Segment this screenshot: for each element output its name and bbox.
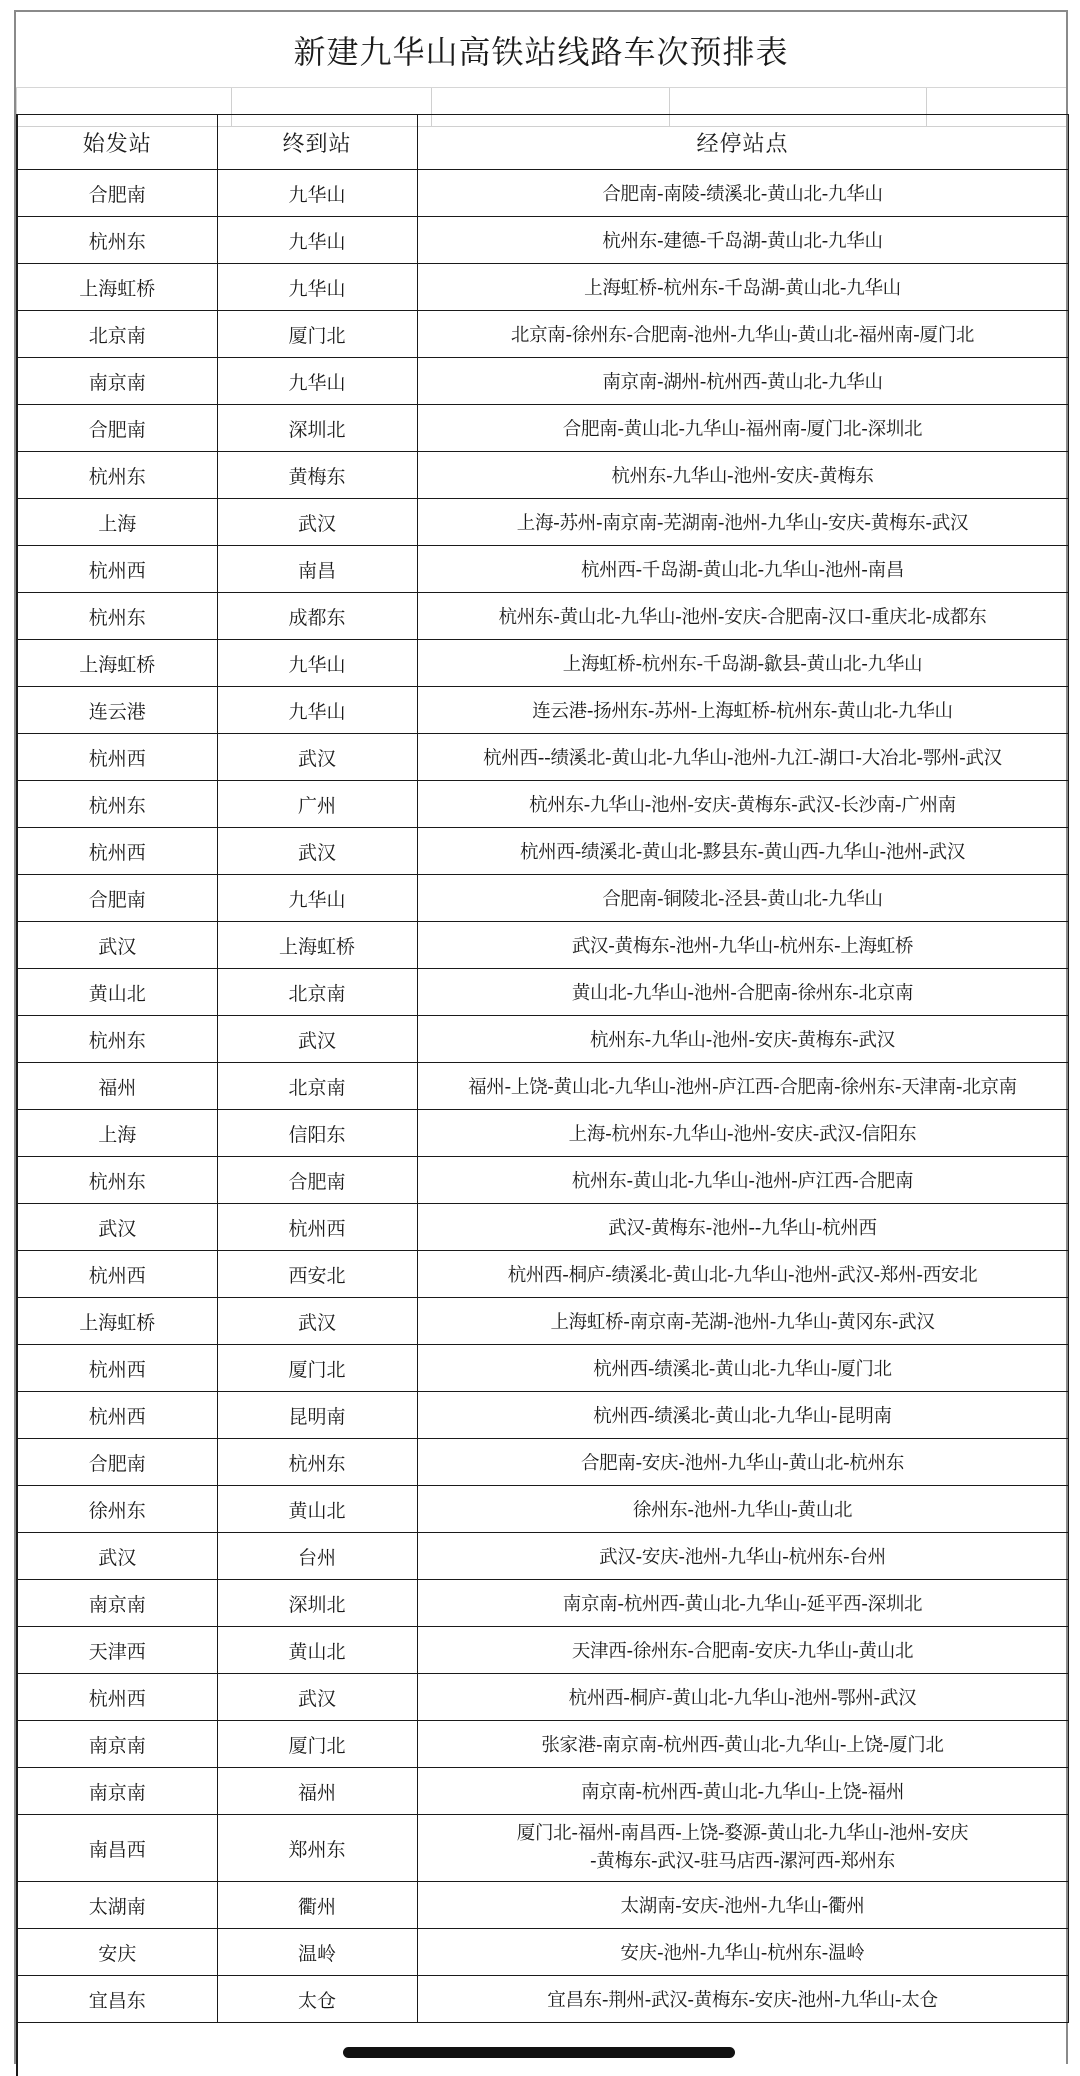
destination-station-cell: 武汉 — [217, 828, 417, 875]
table-row — [18, 1976, 1068, 2023]
via-stations-cell: 徐州东-池州-九华山-黄山北 — [417, 1486, 1068, 1533]
via-stations-cell: 南京南-杭州西-黄山北-九华山-延平西-深圳北 — [417, 1580, 1068, 1627]
origin-station-cell: 合肥南 — [18, 405, 217, 452]
table-row — [18, 640, 1068, 687]
table-row — [18, 452, 1068, 499]
table-row — [18, 1882, 1068, 1929]
origin-station-cell: 武汉 — [18, 922, 217, 969]
table-row — [18, 1439, 1068, 1486]
column-header-via: 经停站点 — [417, 115, 1068, 170]
via-stations-cell: 杭州西-桐庐-黄山北-九华山-池州-鄂州-武汉 — [417, 1674, 1068, 1721]
origin-station-cell: 合肥南 — [18, 875, 217, 922]
origin-station-cell: 杭州西 — [18, 546, 217, 593]
via-stations-cell: 安庆-池州-九华山-杭州东-温岭 — [417, 1929, 1068, 1976]
destination-station-cell: 合肥南 — [217, 1157, 417, 1204]
table-row — [18, 1251, 1068, 1298]
via-stations-cell: 杭州西-绩溪北-黄山北-九华山-厦门北 — [417, 1345, 1068, 1392]
origin-station-cell: 连云港 — [18, 687, 217, 734]
origin-station-cell: 南京南 — [18, 1768, 217, 1815]
table-row — [18, 1815, 1068, 1882]
destination-station-cell: 武汉 — [217, 1298, 417, 1345]
table-row — [18, 1674, 1068, 1721]
via-stations-cell: 合肥南-南陵-绩溪北-黄山北-九华山 — [417, 170, 1068, 217]
table-row — [18, 922, 1068, 969]
table-row — [18, 1016, 1068, 1063]
destination-station-cell: 太仓 — [217, 1976, 417, 2023]
destination-station-cell: 九华山 — [217, 640, 417, 687]
table-row — [18, 1298, 1068, 1345]
via-stations-cell — [417, 1815, 1068, 1882]
via-stations-cell: 杭州西-桐庐-绩溪北-黄山北-九华山-池州-武汉-郑州-西安北 — [417, 1251, 1068, 1298]
via-stations-cell: 杭州东-九华山-池州-安庆-黄梅东-武汉 — [417, 1016, 1068, 1063]
via-stations-cell: 杭州东-黄山北-九华山-池州-安庆-合肥南-汉口-重庆北-成都东 — [417, 593, 1068, 640]
table-row — [18, 1627, 1068, 1674]
column-header-origin: 始发站 — [18, 115, 217, 170]
destination-station-cell: 武汉 — [217, 734, 417, 781]
table-row — [18, 311, 1068, 358]
table-row — [18, 781, 1068, 828]
origin-station-cell: 南昌西 — [18, 1815, 217, 1882]
origin-station-cell: 武汉 — [18, 1533, 217, 1580]
destination-station-cell: 成都东 — [217, 593, 417, 640]
via-stations-cell: 杭州东-建德-千岛湖-黄山北-九华山 — [417, 217, 1068, 264]
via-stations-cell: 杭州东-黄山北-九华山-池州-庐江西-合肥南 — [417, 1157, 1068, 1204]
origin-station-cell: 杭州东 — [18, 593, 217, 640]
via-stations-line: -黄梅东-武汉-驻马店西-漯河西-郑州东 — [590, 1851, 895, 1872]
origin-station-cell: 合肥南 — [18, 1439, 217, 1486]
origin-station-cell: 杭州西 — [18, 734, 217, 781]
via-stations-cell: 福州-上饶-黄山北-九华山-池州-庐江西-合肥南-徐州东-天津南-北京南 — [417, 1063, 1068, 1110]
destination-station-cell: 深圳北 — [217, 405, 417, 452]
origin-station-cell: 福州 — [18, 1063, 217, 1110]
via-stations-cell: 黄山北-九华山-池州-合肥南-徐州东-北京南 — [417, 969, 1068, 1016]
via-stations-cell: 上海虹桥-杭州东-千岛湖-黄山北-九华山 — [417, 264, 1068, 311]
table-row — [18, 1063, 1068, 1110]
table-row — [18, 264, 1068, 311]
destination-station-cell: 九华山 — [217, 217, 417, 264]
destination-station-cell: 福州 — [217, 1768, 417, 1815]
table-row — [18, 1157, 1068, 1204]
origin-station-cell: 上海 — [18, 499, 217, 546]
via-stations-cell: 合肥南-安庆-池州-九华山-黄山北-杭州东 — [417, 1439, 1068, 1486]
via-stations-cell: 太湖南-安庆-池州-九华山-衢州 — [417, 1882, 1068, 1929]
via-stations-cell: 天津西-徐州东-合肥南-安庆-九华山-黄山北 — [417, 1627, 1068, 1674]
via-stations-cell: 宜昌东-荆州-武汉-黄梅东-安庆-池州-九华山-太仓 — [417, 1976, 1068, 2023]
destination-station-cell: 九华山 — [217, 170, 417, 217]
via-stations-cell: 武汉-黄梅东-池州-九华山-杭州东-上海虹桥 — [417, 922, 1068, 969]
destination-station-cell: 郑州东 — [217, 1815, 417, 1882]
destination-station-cell: 黄山北 — [217, 1486, 417, 1533]
destination-station-cell: 厦门北 — [217, 1721, 417, 1768]
destination-station-cell: 武汉 — [217, 1016, 417, 1063]
via-stations-cell: 杭州东-九华山-池州-安庆-黄梅东-武汉-长沙南-广州南 — [417, 781, 1068, 828]
via-stations-cell: 杭州西-千岛湖-黄山北-九华山-池州-南昌 — [417, 546, 1068, 593]
origin-station-cell: 宜昌东 — [18, 1976, 217, 2023]
via-stations-cell: 合肥南-铜陵北-泾县-黄山北-九华山 — [417, 875, 1068, 922]
table-row — [18, 593, 1068, 640]
via-stations-cell: 上海虹桥-杭州东-千岛湖-歙县-黄山北-九华山 — [417, 640, 1068, 687]
destination-station-cell: 黄梅东 — [217, 452, 417, 499]
origin-station-cell: 上海虹桥 — [18, 640, 217, 687]
destination-station-cell: 九华山 — [217, 358, 417, 405]
origin-station-cell: 杭州西 — [18, 1392, 217, 1439]
table-row — [18, 546, 1068, 593]
table-row — [18, 1580, 1068, 1627]
via-stations-cell: 合肥南-黄山北-九华山-福州南-厦门北-深圳北 — [417, 405, 1068, 452]
via-stations-cell: 武汉-黄梅东-池州--九华山-杭州西 — [417, 1204, 1068, 1251]
origin-station-cell: 南京南 — [18, 1580, 217, 1627]
destination-station-cell: 九华山 — [217, 264, 417, 311]
origin-station-cell: 杭州东 — [18, 781, 217, 828]
origin-station-cell: 杭州东 — [18, 217, 217, 264]
destination-station-cell: 九华山 — [217, 687, 417, 734]
destination-station-cell: 台州 — [217, 1533, 417, 1580]
via-stations-cell: 杭州西-绩溪北-黄山北-九华山-昆明南 — [417, 1392, 1068, 1439]
table-row — [18, 1533, 1068, 1580]
via-stations-cell: 南京南-湖州-杭州西-黄山北-九华山 — [417, 358, 1068, 405]
origin-station-cell: 合肥南 — [18, 170, 217, 217]
via-stations-cell: 杭州东-九华山-池州-安庆-黄梅东 — [417, 452, 1068, 499]
table-row — [18, 687, 1068, 734]
origin-station-cell: 徐州东 — [18, 1486, 217, 1533]
via-stations-cell: 杭州西-绩溪北-黄山北-黟县东-黄山西-九华山-池州-武汉 — [417, 828, 1068, 875]
page-title: 新建九华山高铁站线路车次预排表 — [16, 12, 1066, 88]
table-row — [18, 734, 1068, 781]
via-stations-cell: 北京南-徐州东-合肥南-池州-九华山-黄山北-福州南-厦门北 — [417, 311, 1068, 358]
origin-station-cell: 杭州西 — [18, 1251, 217, 1298]
origin-station-cell: 安庆 — [18, 1929, 217, 1976]
destination-station-cell: 厦门北 — [217, 311, 417, 358]
origin-station-cell: 天津西 — [18, 1627, 217, 1674]
table-row — [18, 217, 1068, 264]
table-row — [18, 1392, 1068, 1439]
origin-station-cell: 北京南 — [18, 311, 217, 358]
via-stations-cell: 杭州西--绩溪北-黄山北-九华山-池州-九江-湖口-大冶北-鄂州-武汉 — [417, 734, 1068, 781]
via-stations-cell: 武汉-安庆-池州-九华山-杭州东-台州 — [417, 1533, 1068, 1580]
destination-station-cell: 黄山北 — [217, 1627, 417, 1674]
via-stations-cell: 南京南-杭州西-黄山北-九华山-上饶-福州 — [417, 1768, 1068, 1815]
destination-station-cell: 昆明南 — [217, 1392, 417, 1439]
origin-station-cell: 杭州东 — [18, 1016, 217, 1063]
table-row — [18, 1204, 1068, 1251]
table-body — [18, 170, 1068, 2023]
via-stations-cell: 上海-杭州东-九华山-池州-安庆-武汉-信阳东 — [417, 1110, 1068, 1157]
destination-station-cell: 九华山 — [217, 875, 417, 922]
origin-station-cell: 南京南 — [18, 1721, 217, 1768]
table-row — [18, 1929, 1068, 1976]
origin-station-cell: 上海虹桥 — [18, 1298, 217, 1345]
origin-station-cell: 上海 — [18, 1110, 217, 1157]
table-row — [18, 170, 1068, 217]
destination-station-cell: 西安北 — [217, 1251, 417, 1298]
destination-station-cell: 南昌 — [217, 546, 417, 593]
destination-station-cell: 北京南 — [217, 969, 417, 1016]
origin-station-cell: 杭州西 — [18, 1345, 217, 1392]
column-header-destination: 终到站 — [217, 115, 417, 170]
destination-station-cell: 温岭 — [217, 1929, 417, 1976]
via-stations-cell: 上海虹桥-南京南-芜湖-池州-九华山-黄冈东-武汉 — [417, 1298, 1068, 1345]
table-row — [18, 1721, 1068, 1768]
table-row — [18, 969, 1068, 1016]
destination-station-cell: 杭州东 — [217, 1439, 417, 1486]
origin-station-cell: 上海虹桥 — [18, 264, 217, 311]
table-row — [18, 1486, 1068, 1533]
table-row — [18, 828, 1068, 875]
table-row — [18, 499, 1068, 546]
origin-station-cell: 杭州西 — [18, 828, 217, 875]
destination-station-cell: 厦门北 — [217, 1345, 417, 1392]
destination-station-cell: 武汉 — [217, 1674, 417, 1721]
origin-station-cell: 杭州东 — [18, 1157, 217, 1204]
destination-station-cell: 深圳北 — [217, 1580, 417, 1627]
via-stations-cell: 张家港-南京南-杭州西-黄山北-九华山-上饶-厦门北 — [417, 1721, 1068, 1768]
origin-station-cell: 杭州东 — [18, 452, 217, 499]
table-row — [18, 1345, 1068, 1392]
destination-station-cell: 信阳东 — [217, 1110, 417, 1157]
via-stations-line: 厦门北-福州-南昌西-上饶-婺源-黄山北-九华山-池州-安庆 — [516, 1823, 969, 1844]
origin-station-cell: 杭州西 — [18, 1674, 217, 1721]
destination-station-cell: 杭州西 — [217, 1204, 417, 1251]
destination-station-cell: 武汉 — [217, 499, 417, 546]
destination-station-cell: 上海虹桥 — [217, 922, 417, 969]
header-row — [18, 115, 1068, 170]
via-stations-cell: 连云港-扬州东-苏州-上海虹桥-杭州东-黄山北-九华山 — [417, 687, 1068, 734]
table-row — [18, 1768, 1068, 1815]
destination-station-cell: 北京南 — [217, 1063, 417, 1110]
destination-station-cell: 衢州 — [217, 1882, 417, 1929]
destination-station-cell: 广州 — [217, 781, 417, 828]
origin-station-cell: 武汉 — [18, 1204, 217, 1251]
origin-station-cell: 太湖南 — [18, 1882, 217, 1929]
origin-station-cell: 南京南 — [18, 358, 217, 405]
table-row — [18, 1110, 1068, 1157]
table-row — [18, 875, 1068, 922]
table-row — [18, 358, 1068, 405]
origin-station-cell: 黄山北 — [18, 969, 217, 1016]
via-stations-cell: 上海-苏州-南京南-芜湖南-池州-九华山-安庆-黄梅东-武汉 — [417, 499, 1068, 546]
schedule-table — [18, 114, 1069, 2023]
home-gesture-bar[interactable] — [343, 2047, 735, 2058]
table-row — [18, 405, 1068, 452]
